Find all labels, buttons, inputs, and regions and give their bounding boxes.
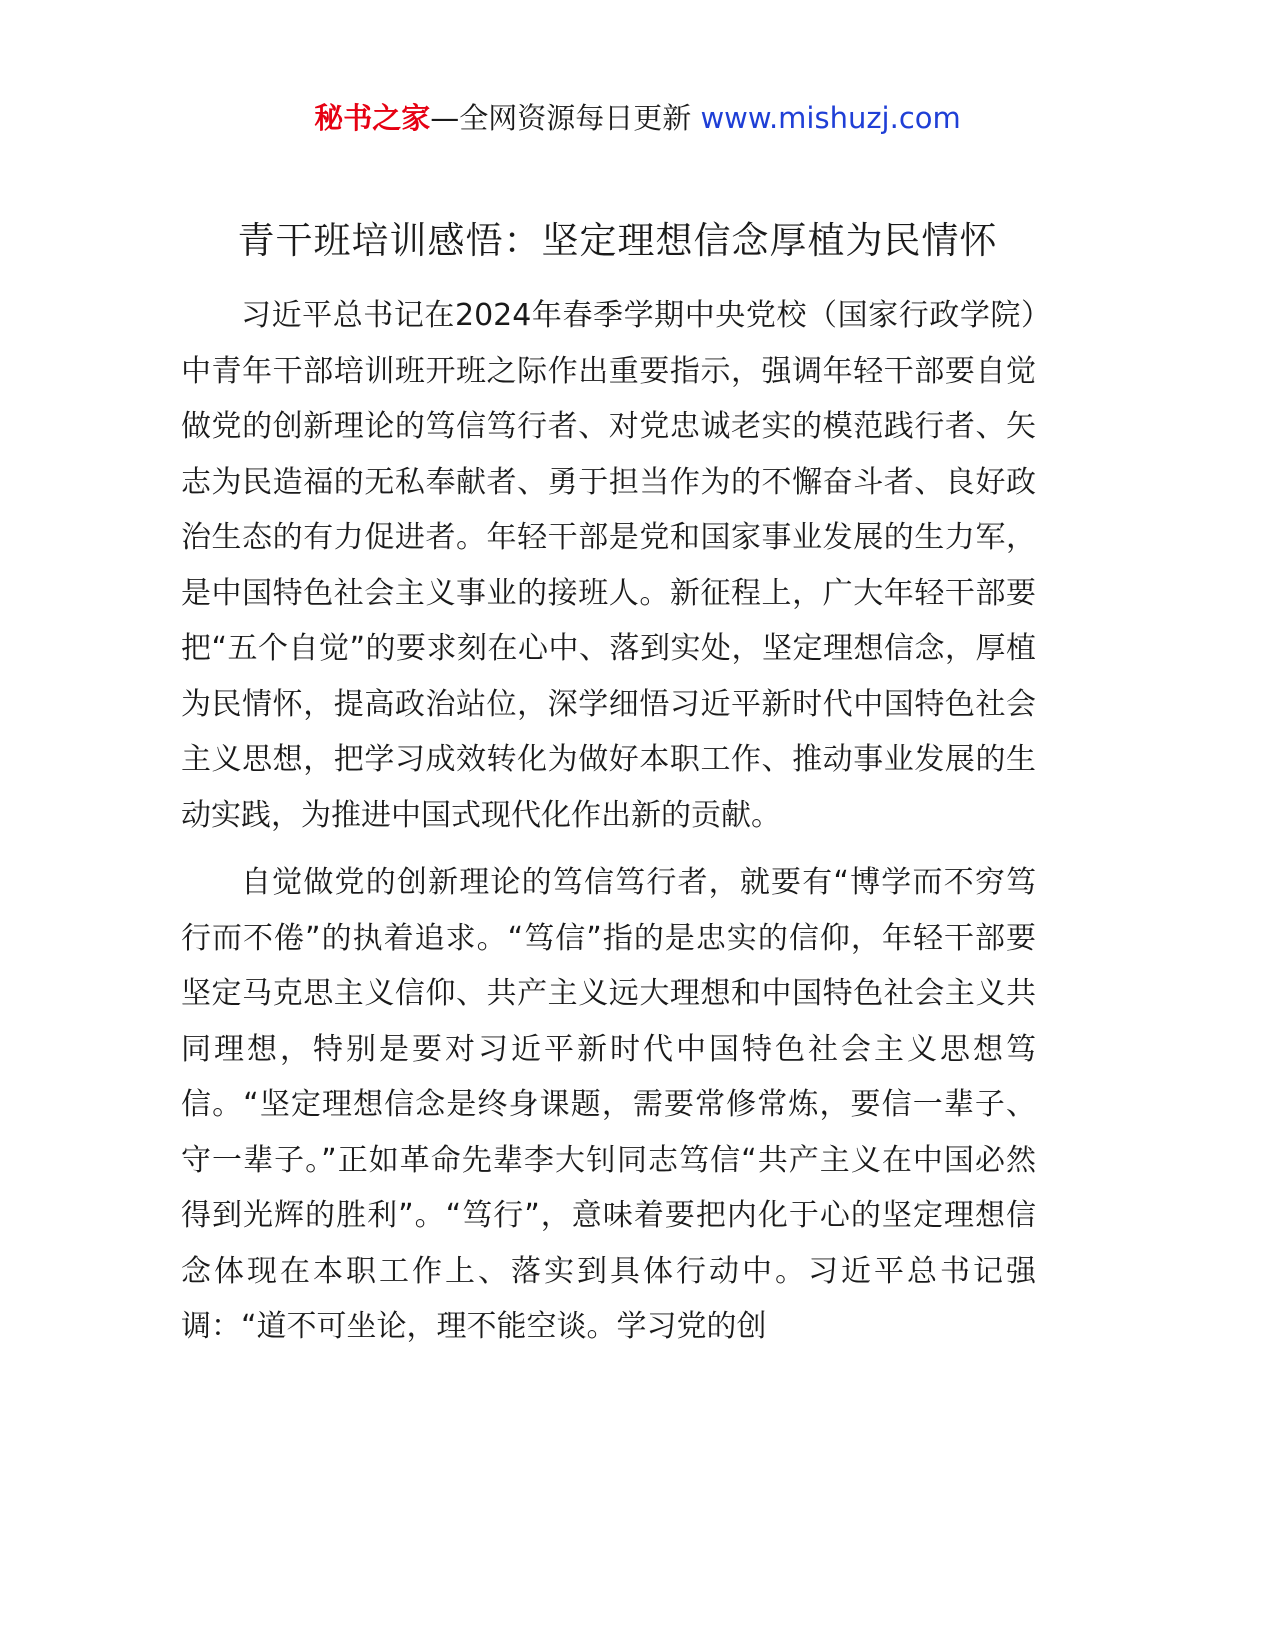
header-tagline: —全网资源每日更新 — [430, 101, 692, 135]
paragraph-2: 自觉做党的创新理论的笃信笃行者，就要有“博学而不穷笃行而不倦”的执着追求。“笃信”指的是忠实的信仰，年轻干部要坚定马克思主义信仰、共产主义远大理想和中国特色社会主义共同理想，特别是要对习近平新时代中国特色社会主义思想笃信。“坚定理想信念是终身课题，需要常修常炼，要信一辈子、守一辈子。”正如革命先辈李大钊同志笃信“共产主义在中国必然得到光辉的胜利”。“笃行”，意味着要把内化于心的坚定理想信念体现在本职工作上、落实到具体行动中。习近平总书记强调：“道不可坐论，理不能空谈。学习党的创 — [181, 865, 1036, 1344]
document-body — [181, 288, 1036, 1367]
site-url-link[interactable]: www.mishuzj.com — [700, 101, 961, 135]
paragraph-1: 习近平总书记在2024年春季学期中央党校（国家行政学院）中青年干部培训班开班之际作出重要指示，强调年轻干部要自觉做党的创新理论的笃信笃行者、对党忠诚老实的模范践行者、矢志为民造福的无私奉献者、勇于担当作为的不懈奋斗者、良好政治生态的有力促进者。年轻干部是党和国家事业发展的生力军，是中国特色社会主义事业的接班人。新征程上，广大年轻干部要把“五个自觉”的要求刻在心中、落到实处，坚定理想信念，厚植为民情怀，提高政治站位，深学细悟习近平新时代中国特色社会主义思想，把学习成效转化为做好本职工作、推动事业发展的生动实践，为推进中国式现代化作出新的贡献。 — [181, 298, 1036, 833]
brand-name: 秘书之家 — [314, 101, 431, 135]
site-header — [0, 96, 1275, 140]
document-title: 青干班培训感悟：坚定理想信念厚植为民情怀 — [237, 219, 998, 262]
